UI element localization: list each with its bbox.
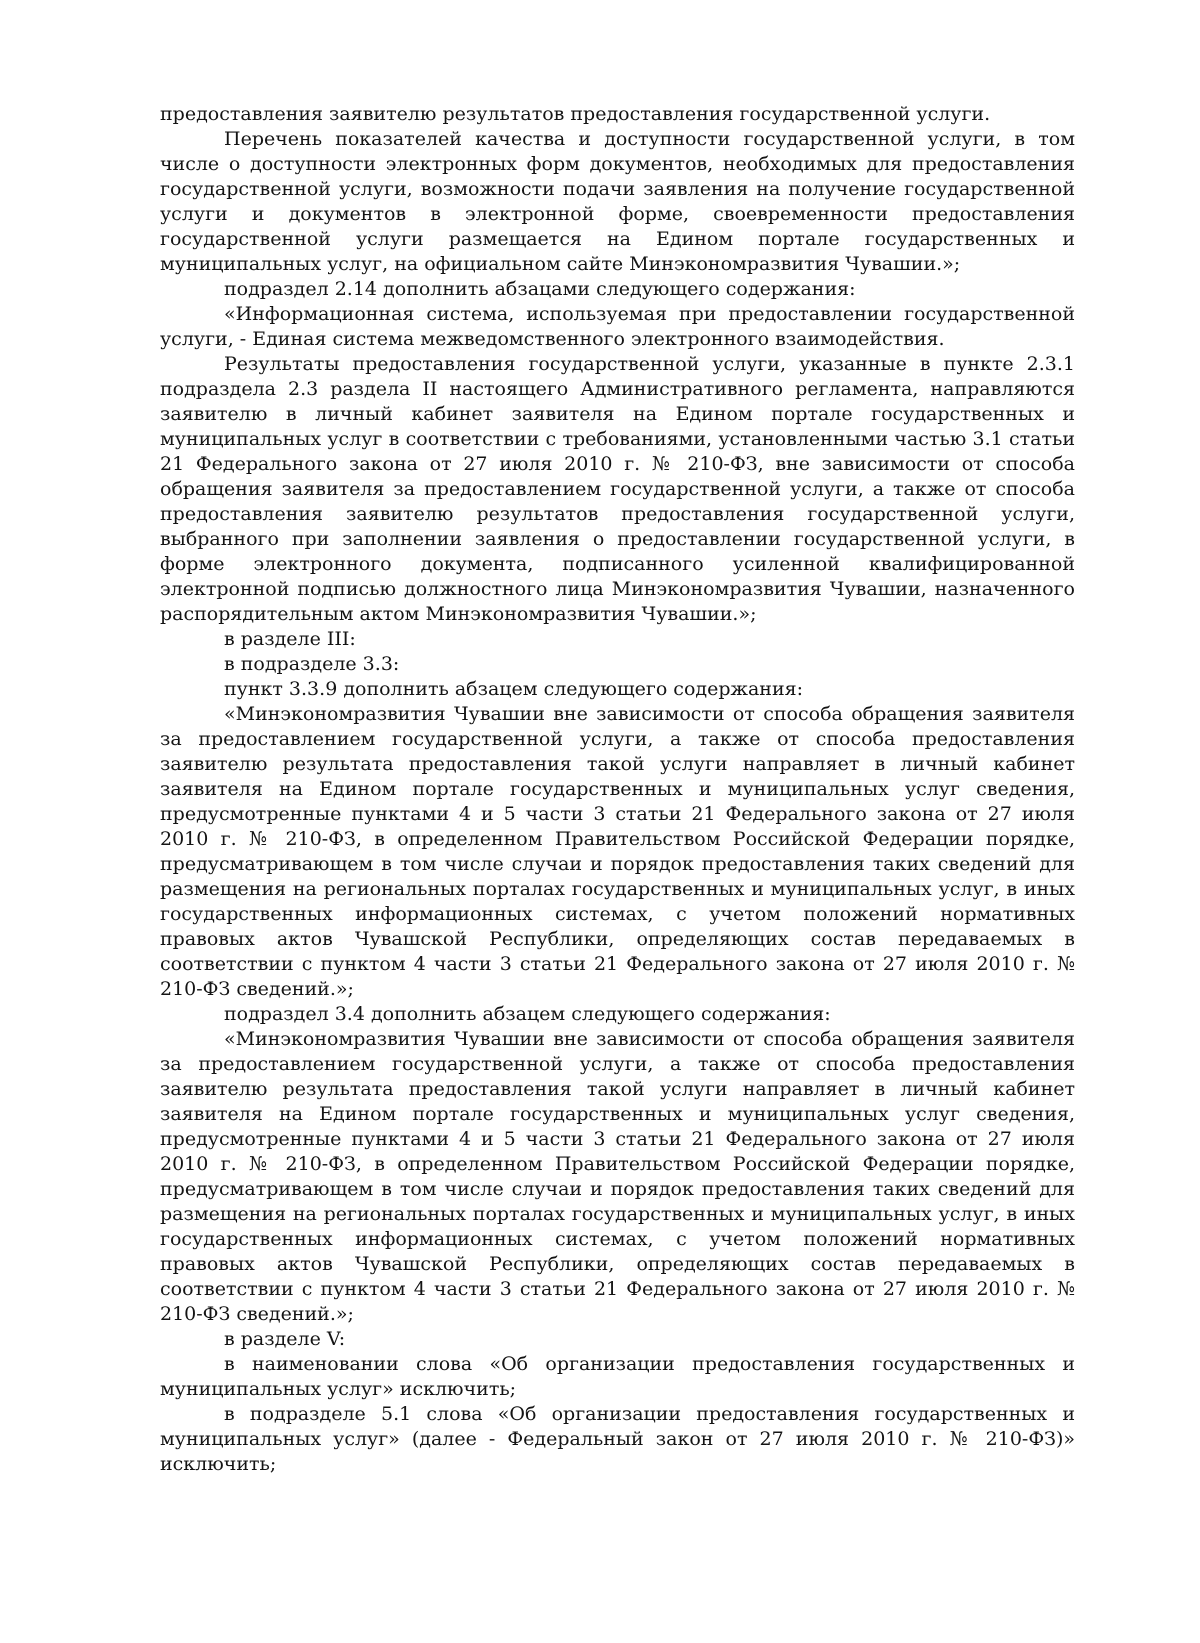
paragraph-subsection-2-14: подраздел 2.14 дополнить абзацами следующего содержания: <box>224 278 856 300</box>
paragraph-service-results: Результаты предоставления государственной услуги, указанные в пункте 2.3.1 подраздела 2.3 раздела II настоящего Административного регламента, направляются заявителю в личный кабинет заявителя на Едином портале государственных и муниципальных услуг в соответствии с требованиями, установленными частью 3.1 статьи 21 Федерального закона от 27 июля 2010 г. № 210-ФЗ, вне зависимости от способа обращения заявителя за предоставлением государственной услуги, а также от способа предоставления заявителю результатов предоставления государственной услуги, выбранного при заполнении заявления о предоставлении государственной услуги, в форме электронного документа, подписанного усиленной квалифицированной электронной подписью должностного лица Минэкономразвития Чувашии, назначенного распорядительным актом Минэкономразвития Чувашии.»; <box>160 353 1075 625</box>
paragraph-item-3-3-9: пункт 3.3.9 дополнить абзацем следующего содержания: <box>224 678 804 700</box>
paragraph-quality-indicators: Перечень показателей качества и доступности государственной услуги, в том числе о доступности электронных форм документов, необходимых для предоставления государственной услуги, возможности подачи заявления на получение государственной услуги и документов в электронной форме, своевременности предоставления государственной услуги размещается на Едином портале государственных и муниципальных услуг, на официальном сайте Минэкономразвития Чувашии.»; <box>160 128 1075 275</box>
paragraph-subsection-3-4-text: «Минэкономразвития Чувашии вне зависимости от способа обращения заявителя за предоставлением государственной услуги, а также от способа предоставления заявителю результата предоставления такой услуги направляет в личный кабинет заявителя на Едином портале государственных и муниципальных услуг сведения, предусмотренные пунктами 4 и 5 части 3 статьи 21 Федерального закона от 27 июля 2010 г. № 210-ФЗ, в определенном Правительством Российской Федерации порядке, предусматривающем в том числе случаи и порядок предоставления таких сведений для размещения на региональных порталах государственных и муниципальных услуг, в иных государственных информационных системах, с учетом положений нормативных правовых актов Чувашской Республики, определяющих состав передаваемых в соответствии с пунктом 4 части 3 статьи 21 Федерального закона от 27 июля 2010 г. № 210-ФЗ сведений.»; <box>160 1028 1075 1325</box>
paragraph-information-system: «Информационная система, используемая при предоставлении государственной услуги, - Единая система межведомственного электронного взаимодействия. <box>160 303 1075 350</box>
paragraph-item-3-3-9-text: «Минэкономразвития Чувашии вне зависимости от способа обращения заявителя за предоставлением государственной услуги, а также от способа предоставления заявителю результата предоставления такой услуги направляет в личный кабинет заявителя на Едином портале государственных и муниципальных услуг сведения, предусмотренные пунктами 4 и 5 части 3 статьи 21 Федерального закона от 27 июля 2010 г. № 210-ФЗ, в определенном Правительством Российской Федерации порядке, предусматривающем в том числе случаи и порядок предоставления таких сведений для размещения на региональных порталах государственных и муниципальных услуг, в иных государственных информационных системах, с учетом положений нормативных правовых актов Чувашской Республики, определяющих состав передаваемых в соответствии с пунктом 4 части 3 статьи 21 Федерального закона от 27 июля 2010 г. № 210-ФЗ сведений.»; <box>160 703 1075 1000</box>
paragraph-continuation: предоставления заявителю результатов предоставления государственной услуги. <box>160 103 991 125</box>
paragraph-subsection-5-1: в подразделе 5.1 слова «Об организации предоставления государственных и муниципальных услуг» (далее - Федеральный закон от 27 июля 2010 г. № 210-ФЗ)» исключить; <box>160 1403 1075 1475</box>
paragraph-subsection-3-3: в подразделе 3.3: <box>224 653 400 675</box>
paragraph-subsection-3-4: подраздел 3.4 дополнить абзацем следующего содержания: <box>224 1003 831 1025</box>
paragraph-title-exclusion: в наименовании слова «Об организации предоставления государственных и муниципальных услуг» исключить; <box>160 1353 1075 1400</box>
paragraph-section-3: в разделе III: <box>224 628 356 650</box>
paragraph-section-5: в разделе V: <box>224 1328 346 1350</box>
document-body <box>160 102 1075 1477</box>
